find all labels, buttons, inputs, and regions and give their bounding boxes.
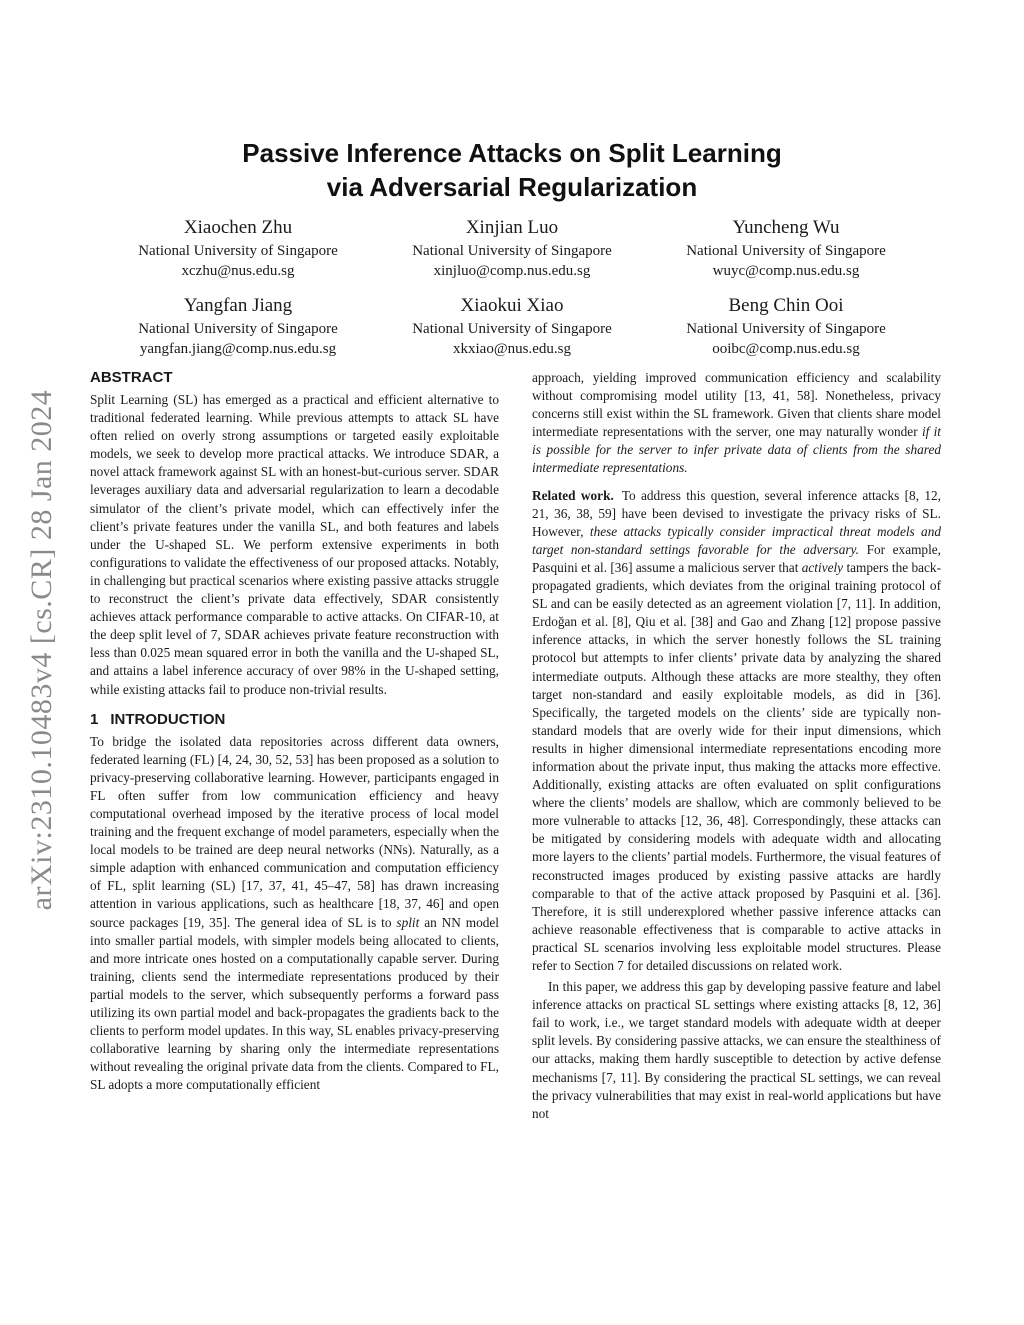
left-column [90,369,499,1094]
related-work-paragraph [532,487,941,976]
author-email: xczhu@nus.edu.sg [181,263,295,279]
paper-title-line-1: Passive Inference Attacks on Split Learning [242,138,782,168]
related-work-text-c: tampers the back-propagated gradients, which deviates from the original training protocol of SL and can be easily detected as an agreement violation [7, 11]. In addition, Erdoğan et al. [8], Qiu et al. [38] and Gao and Zhang [12] propose passive inference attacks, in which the server honestly follows the SL training protocol but attempts to infer clients’ private data by analyzing the shared intermediate outputs. Although these attacks are more stealthy, they often target non-standard and easily exploitable models, as did in [36]. Specifically, the targeted models on the clients’ side are typically non-standard models that are overly wide for their input dimensions, which results in higher dimensional intermediate representations encoding more information about the private input, thus making the attacks more effective. Additionally, existing attacks are often evaluated on split configurations where the clients’ models are shallow, which are commonly believed to be more vulnerable to attacks [12, 36, 48]. Correspondingly, these attacks can be mitigated by considering models with adequate width and allocating more layers to the clients’ partial models. Furthermore, the visual features of reconstructed images produced by existing passive attacks are hardly comparable to that of the active attack proposed by Pasquini et al. [36]. Therefore, it is still underexplored whether passive inference attacks can achieve reasonable effectiveness that is comparable to active attacks in practical SL scenarios involving less exploitable model structures. Please refer to Section 7 for detailed discussions on related work. [532,559,941,973]
author-affiliation: National University of Singapore [686,243,886,259]
author-email: ooibc@comp.nus.edu.sg [712,341,860,357]
author-name: Beng Chin Ooi [728,295,844,316]
author-block [88,216,388,281]
intro-p1-text-a: To bridge the isolated data repositories across different data owners, federated learning (FL) [4, 24, 30, 52, 53] has been proposed as a solution to privacy-preserving collaborative learning. However, participants engaged in FL often suffer from low communication efficiency and heavy computational overhead imposed by the iterative process of local model training and the frequent exchange of model parameters, especially when the local models to be trained are deep neural networks (NNs). Naturally, as a simple adaption with enhanced communication and computation efficiency of FL, split learning (SL) [17, 37, 41, 45–47, 58] has drawn increasing attention in various applications, such as healthcare [18, 37, 46] and open source packages [19, 35]. The general idea of SL is to [90,733,499,930]
author-block [636,216,936,281]
author-name: Yangfan Jiang [183,295,293,316]
intro-p1-text-b: an NN model into smaller partial models, with simpler models being allocated to clients, and more intricate ones hosted on a computationally capable server. During training, clients send the intermediate representations produced by their partial models to the server, which subsequently performs a forward pass utilizing its own partial model and back-propagates the gradients back to the clients to perform model updates. In this way, SL enables privacy-preserving collaborative learning by sharing only the intermediate representations without revealing the original private data from the clients. Compared to FL, SL adopts a more computationally efficient [90,914,499,1093]
author-block [362,216,662,281]
intro-p2-text: approach, yielding improved communication efficiency and scalability without compromising model utility [13, 41, 58]. Nonetheless, privacy concerns still exist within the SL framework. Given that clients share model intermediate representations with the server, one may naturally wonder [532,370,941,440]
author-affiliation: National University of Singapore [686,321,886,337]
author-name: Xiaokui Xiao [460,295,564,316]
related-work-text-b: For example, Pasquini et al. [36] assume a malicious server that [532,541,942,575]
author-name: Xiaochen Zhu [183,217,293,238]
author-affiliation: National University of Singapore [138,321,338,337]
related-work-text-a: To address this question, several inference attacks [8, 12, 21, 36, 38, 59] have been devised to investigate the privacy risks of SL. However, [532,487,942,539]
intro-paragraph-4: In this paper, we address this gap by developing passive feature and label inference attacks on practical SL settings where existing attacks [8, 12, 36] fail to work, i.e., we target standard models with adequate width at deeper split levels. By considering passive attacks, we can ensure the stealthiness of our attacks, making them hardly susceptible to detection by active defense mechanisms [7, 11]. By considering the practical SL settings, we can reveal the privacy vulnerabilities that may exist in real-world applications but have not [532,979,941,1121]
related-work-emphasis-2: actively [801,559,844,575]
abstract-heading: ABSTRACT [90,369,173,386]
intro-paragraph-2 [532,369,941,478]
author-email: wuyc@comp.nus.edu.sg [712,263,860,279]
intro-paragraph-1 [90,733,499,1095]
related-work-heading: Related work. [532,487,614,503]
author-email: xinjluo@comp.nus.edu.sg [433,263,591,279]
author-name: Yuncheng Wu [732,217,840,238]
right-column [532,369,941,1123]
related-work-emphasis-1: these attacks typically consider impractical threat models and target non-standard settings favorable for the adversary. [532,523,941,557]
author-affiliation: National University of Singapore [412,243,612,259]
intro-p2-emphasis: if it is possible for the server to infer private data of clients from the shared intermediate representations. [532,424,942,476]
section-heading-introduction [90,711,499,729]
arxiv-identifier-text: arXiv:2310.10483v4 [cs.CR] 28 Jan 2024 [25,389,58,911]
paper-title [140,136,884,204]
author-email: xkxiao@nus.edu.sg [453,341,571,357]
arxiv-identifier-stamp [0,0,84,1325]
intro-p1-emphasis: split [396,914,420,930]
author-affiliation: National University of Singapore [138,243,338,259]
author-block [88,294,388,359]
author-email: yangfan.jiang@comp.nus.edu.sg [139,341,337,357]
author-affiliation: National University of Singapore [412,321,612,337]
author-block [636,294,936,359]
abstract-text: Split Learning (SL) has emerged as a practical and efficient alternative to traditional federated learning. While previous attempts to attack SL have often relied on overly strong assumptions or targeted easily exploitable models, we seek to develop more practical attacks. We introduce SDAR, a novel attack framework against SL with an honest-but-curious server. SDAR leverages auxiliary data and adversarial regularization to learn a decodable simulator of the client’s private model, which can effectively infer the client’s private features under the vanilla SL, and both features and labels under the U-shaped SL. We perform extensive experiments in both configurations to validate the effectiveness of our proposed attacks. Notably, in challenging but practical scenarios where existing passive attacks struggle to reconstruct the client’s private data effectively, SDAR consistently achieves attack performance comparable to active attacks. On CIFAR-10, at the deep split level of 7, SDAR achieves private feature reconstruction with less than 0.025 mean squared error in both the vanilla and the U-shaped SL, and attains a label inference accuracy of over 98% in the U-shaped setting, while existing attacks fail to produce non-trivial results. [90,392,499,697]
section-title: INTRODUCTION [110,710,226,728]
section-number: 1 [90,710,99,728]
paper-title-line-2: via Adversarial Regularization [326,172,698,202]
author-block [362,294,662,359]
author-name: Xinjian Luo [465,217,559,238]
